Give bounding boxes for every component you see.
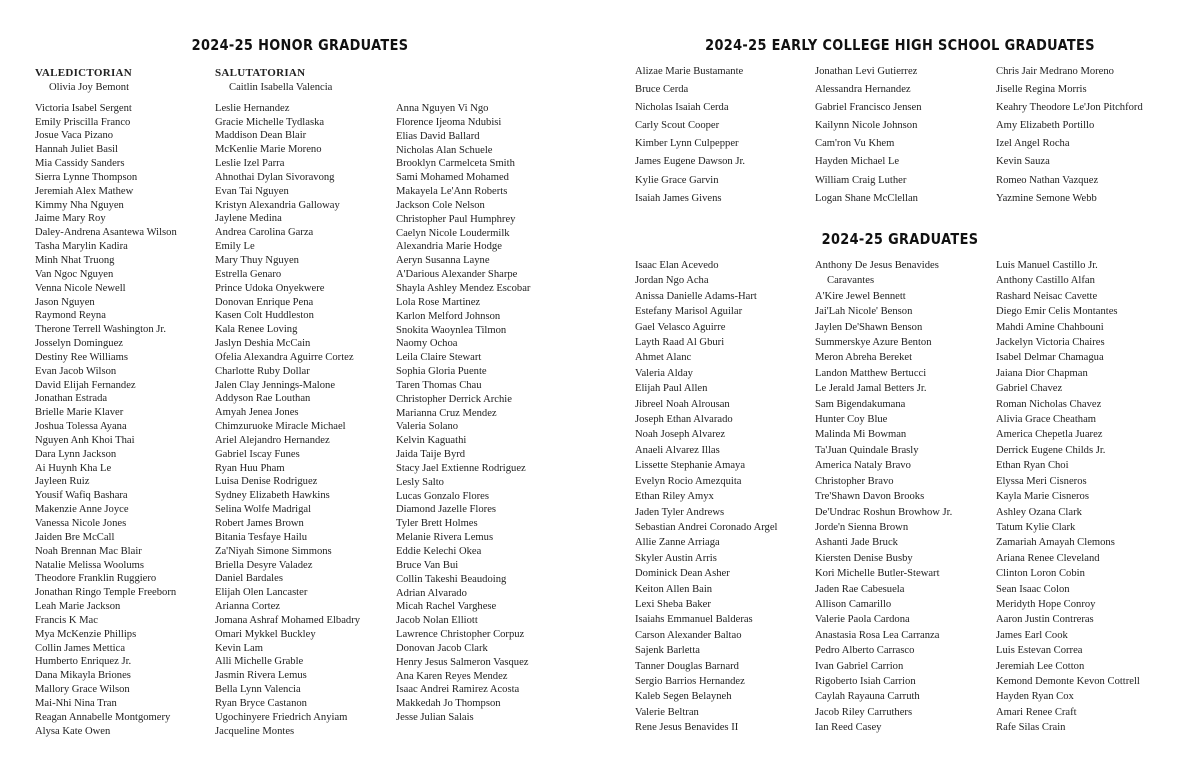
list-item: Florence Ijeoma Ndubisi (396, 116, 502, 128)
list-item: Naomy Ochoa (396, 338, 458, 350)
list-item: Amari Renee Craft (996, 706, 1077, 718)
list-item: Jalen Clay Jennings-Malone (215, 379, 336, 391)
list-item: Makayela Le'Ann Roberts (396, 186, 508, 198)
list-item: Jai'Lah Nicole' Benson (815, 306, 913, 318)
list-item: Lesly Salto (396, 476, 444, 488)
list-item: Emily Priscilla Franco (35, 116, 131, 128)
list-item: Leah Marie Jackson (35, 601, 121, 613)
list-item: Anthony Castillo Alfan (996, 275, 1095, 287)
list-item: Sergio Barrios Hernandez (635, 675, 745, 687)
list-item: Aaron Justin Contreras (996, 614, 1094, 626)
list-item: Isaiah James Givens (635, 192, 722, 204)
list-item: Jibreel Noah Alrousan (635, 398, 730, 410)
list-item: Kristyn Alexandria Galloway (215, 199, 340, 211)
list-item: Humberto Enriquez Jr. (35, 656, 132, 668)
list-item: Mai-Nhi Nina Tran (35, 697, 117, 709)
list-item: Lexi Sheba Baker (635, 598, 711, 610)
list-item: Sophia Gloria Puente (396, 366, 487, 378)
list-item: Taren Thomas Chau (396, 379, 482, 391)
list-item: Jiselle Regina Morris (996, 84, 1087, 96)
early-college-title: 2024-25 EARLY COLLEGE HIGH SCHOOL GRADUATES (705, 36, 1095, 54)
list-item: Alivia Grace Cheatham (996, 414, 1097, 426)
list-item: Raymond Reyna (35, 310, 106, 322)
list-item: James Earl Cook (996, 629, 1068, 641)
honor-graduates-title: 2024-25 HONOR GRADUATES (191, 36, 409, 54)
list-item: Kala Renee Loving (215, 324, 298, 336)
honor-list-3 (396, 102, 596, 725)
list-item: Sean Isaac Colon (996, 583, 1070, 595)
list-item: Jaden Tyler Andrews (635, 506, 725, 518)
list-item: Malinda Mi Bowman (815, 429, 907, 441)
list-item: Robert James Brown (215, 518, 304, 529)
list-item: Joshua Tolessa Ayana (35, 421, 127, 433)
list-item: Leslie Hernandez (215, 102, 290, 114)
honor-column-1 (35, 67, 213, 739)
list-item: Victoria Isabel Sergent (35, 102, 132, 114)
list-item: Anaeli Alvarez Illas (635, 444, 720, 456)
list-item: Hayden Michael Le (815, 156, 900, 168)
list-item: Nicholas Alan Schuele (396, 144, 493, 156)
valedictorian-label: VALEDICTORIAN (35, 67, 133, 79)
list-item: Mary Thuy Nguyen (215, 254, 299, 266)
list-item: Sami Mohamed Mohamed (396, 172, 509, 184)
list-item: Ana Karen Reyes Mendez (396, 670, 508, 682)
list-item: Kevin Sauza (996, 156, 1050, 168)
honor-list-1 (35, 102, 213, 739)
list-item: Luis Estevan Correa (996, 645, 1083, 657)
list-item: Keiton Allen Bain (635, 583, 713, 595)
list-item: Prince Udoka Onyekwere (215, 282, 325, 294)
list-item: Chris Jair Medrano Moreno (996, 66, 1114, 77)
list-item: Estefany Marisol Aguilar (635, 306, 743, 318)
list-item: Ashanti Jade Bruck (815, 537, 898, 549)
list-item: Za'Niyah Simone Simmons (215, 545, 332, 557)
list-item: Lucas Gonzalo Flores (396, 490, 489, 502)
list-item: Bruce Cerda (635, 84, 689, 96)
honor-list-2 (215, 102, 393, 739)
list-item: Diego Emir Celis Montantes (996, 306, 1118, 318)
list-item: Anissa Danielle Adams-Hart (635, 290, 757, 302)
honor-column-2 (215, 67, 393, 739)
list-item: Karlon Melford Johnson (396, 310, 501, 322)
list-item: Leslie Izel Parra (215, 158, 285, 170)
list-item: Alysa Kate Owen (35, 725, 111, 737)
list-item: Mahdi Amine Chahbouni (996, 321, 1104, 333)
list-item: Christopher Derrick Archie (396, 393, 512, 405)
list-item: Christopher Paul Humphrey (396, 213, 516, 225)
right-page (600, 0, 1200, 776)
list-item: Landon Matthew Bertucci (815, 367, 927, 379)
list-item: Josue Vaca Pizano (35, 130, 114, 142)
list-item: Gael Velasco Aguirre (635, 321, 726, 333)
list-item: Meron Abreha Bereket (815, 352, 913, 364)
list-item: Jacob Nolan Elliott (396, 615, 478, 627)
list-item: Noah Joseph Alvarez (635, 429, 726, 441)
list-item: Jaden Rae Cabesuela (815, 583, 905, 595)
list-item: Jesse Julian Salais (396, 712, 474, 724)
list-item: Sydney Elizabeth Hawkins (215, 490, 330, 502)
list-item: Jorde'n Sienna Brown (815, 521, 909, 533)
list-item: Makkedah Jo Thompson (396, 698, 501, 710)
list-item: Sierra Lynne Thompson (35, 171, 138, 183)
list-item: Collin James Mettica (35, 642, 126, 654)
list-item: Amyah Jenea Jones (215, 407, 299, 419)
list-item: Alessandra Hernandez (815, 84, 911, 96)
list-item: Therone Terrell Washington Jr. (35, 324, 166, 336)
list-item: Jonathan Ringo Temple Freeborn (35, 587, 177, 599)
list-item: Alizae Marie Bustamante (635, 66, 744, 77)
list-item: Lawrence Christopher Corpuz (396, 629, 525, 641)
list-item: Jomana Ashraf Mohamed Elbadry (215, 614, 361, 626)
graduates-title: 2024-25 GRADUATES (821, 230, 979, 248)
list-item: Donovan Enrique Pena (215, 296, 314, 308)
list-item: David Elijah Fernandez (35, 379, 136, 391)
list-item: Amy Elizabeth Portillo (996, 120, 1095, 132)
list-item: Kasen Colt Huddleston (215, 310, 314, 322)
list-item: Ariana Renee Cleveland (996, 552, 1100, 564)
list-item: Stacy Jael Extienne Rodriguez (396, 462, 526, 474)
list-item: Valeria Alday (635, 367, 693, 379)
list-item: Kemond Demonte Kevon Cottrell (996, 675, 1140, 687)
list-item: Rafe Silas Crain (996, 722, 1066, 734)
list-item: Allie Zanne Arriaga (635, 537, 720, 549)
list-item: Elijah Paul Allen (635, 383, 708, 395)
list-item: Sam Bigendakumana (815, 398, 906, 410)
list-item: A'Kire Jewel Bennett (815, 290, 906, 302)
list-item: Jaiana Dior Chapman (996, 367, 1088, 379)
list-item: Adrian Alvarado (396, 587, 467, 599)
list-item: Elias David Ballard (396, 130, 480, 142)
list-item: Isaiahs Emmanuel Balderas (635, 614, 753, 626)
list-item: Yousif Wafiq Bashara (35, 490, 128, 502)
list-item: Romeo Nathan Vazquez (996, 174, 1099, 186)
list-item: Carly Scout Cooper (635, 120, 720, 132)
list-item: Kylie Grace Garvin (635, 174, 719, 186)
list-item: Zamariah Amayah Clemons (996, 537, 1115, 549)
list-item: Arianna Cortez (215, 601, 281, 613)
list-item: Josselyn Dominguez (35, 338, 123, 350)
list-item: Jackelyn Victoria Chaires (996, 337, 1105, 349)
list-item: Lola Rose Martinez (396, 296, 481, 308)
list-item: Tyler Brett Holmes (396, 518, 478, 530)
list-item: Jaime Mary Roy (35, 213, 106, 225)
list-item: Kiersten Denise Busby (815, 552, 913, 564)
list-item: Kimber Lynn Culpepper (635, 138, 739, 150)
list-item: Isaac Elan Acevedo (635, 260, 719, 271)
list-item: Jaylen De'Shawn Benson (815, 321, 923, 333)
list-item: Hunter Coy Blue (815, 414, 888, 426)
list-item: Sajenk Barletta (635, 645, 701, 657)
list-item: Christopher Bravo (815, 475, 894, 487)
list-item: Diamond Jazelle Flores (396, 504, 497, 516)
list-item: Omari Mykkel Buckley (215, 628, 316, 640)
list-item: Derrick Eugene Childs Jr. (996, 444, 1106, 456)
list-item: Summerskye Azure Benton (815, 337, 932, 349)
list-item: Nguyen Anh Khoi Thai (35, 434, 135, 446)
salutatorian-label: SALUTATORIAN (215, 67, 306, 79)
list-item: Hannah Juliet Basil (35, 144, 118, 156)
early-college-column-3 (996, 63, 1196, 208)
list-item: De'Undrac Roshun Browhow Jr. (815, 506, 953, 518)
list-item: Ai Huynh Kha Le (35, 462, 112, 474)
list-item: Gabriel Chavez (996, 383, 1063, 395)
list-item: Pedro Alberto Carrasco (815, 645, 915, 657)
list-item: Jordan Ngo Acha (635, 275, 709, 287)
list-item: Nicholas Isaiah Cerda (635, 102, 729, 114)
list-item: Kori Michelle Butler-Stewart (815, 568, 940, 580)
list-item: Destiny Ree Williams (35, 351, 128, 363)
list-item: Meridyth Hope Conroy (996, 598, 1096, 610)
list-item: Mallory Grace Wilson (35, 684, 130, 696)
list-item: Ryan Bryce Castanon (215, 697, 307, 709)
valedictorian-name: Olivia Joy Bemont (49, 81, 130, 93)
list-item: Carson Alexander Baltao (635, 629, 742, 641)
list-item: Skyler Austin Arris (635, 552, 717, 564)
list-item: Lissette Stephanie Amaya (635, 460, 746, 472)
early-college-column-1 (635, 63, 813, 208)
list-item: Evan Tai Nguyen (215, 185, 289, 197)
list-item: Jasmin Rivera Lemus (215, 670, 307, 682)
list-item: Caylah Rayauna Carruth (815, 691, 920, 703)
list-item: James Eugene Dawson Jr. (635, 156, 746, 168)
list-item: Isabel Delmar Chamagua (996, 352, 1104, 364)
list-item: Anna Nguyen Vi Ngo (396, 103, 489, 114)
list-item: Brooklyn Carmelceta Smith (396, 158, 515, 170)
list-item: Kelvin Kaguathi (396, 435, 467, 447)
list-item: Francis K Mac (35, 614, 98, 626)
list-item: Joseph Ethan Alvarado (635, 414, 733, 426)
list-item: Noah Brennan Mac Blair (35, 545, 142, 557)
list-item: Daley-Andrena Asantewa Wilson (35, 227, 177, 239)
graduates-column-3 (996, 258, 1196, 736)
list-item: Kimmy Nha Nguyen (35, 199, 124, 211)
list-item: Valerie Paola Cardona (815, 614, 910, 626)
list-item: Keahry Theodore Le'Jon Pitchford (996, 102, 1143, 114)
list-item: Natalie Melissa Woolums (35, 559, 144, 571)
list-item: Makenzie Anne Joyce (35, 504, 129, 516)
list-item: Gabriel Iscay Funes (215, 448, 300, 460)
list-item: Jaylene Medina (215, 213, 282, 225)
list-item: Aeryn Susanna Layne (396, 255, 490, 267)
list-item: Jackson Cole Nelson (396, 199, 485, 211)
list-item: Snokita Waoynlea Tilmon (396, 324, 507, 336)
list-item: Charlotte Ruby Dollar (215, 365, 310, 377)
list-item: Jeremiah Alex Mathew (35, 185, 134, 197)
list-item: Micah Rachel Varghese (396, 601, 497, 613)
list-item: America Nataly Bravo (815, 460, 911, 472)
list-item: Caravantes (827, 275, 875, 287)
list-item: Addyson Rae Louthan (215, 393, 311, 405)
list-item: Mia Cassidy Sanders (35, 158, 125, 170)
list-item: Daniel Bardales (215, 573, 283, 585)
list-item: Rigoberto Isiah Carrion (815, 675, 916, 687)
list-item: Marianna Cruz Mendez (396, 407, 497, 419)
list-item: Venna Nicole Newell (35, 282, 126, 294)
list-item: Bitania Tesfaye Hailu (215, 531, 308, 543)
list-item: Gracie Michelle Tydlaska (215, 116, 325, 128)
list-item: Izel Angel Rocha (996, 138, 1070, 150)
list-item: Chimzuruoke Miracle Michael (215, 421, 346, 433)
list-item: Reagan Annabelle Montgomery (35, 711, 171, 723)
list-item: McKenlie Marie Moreno (215, 144, 322, 156)
list-item: Anthony De Jesus Benavides (815, 260, 939, 271)
list-item: Shayla Ashley Mendez Escobar (396, 282, 531, 294)
list-item: Allison Camarillo (815, 598, 892, 610)
list-item: Ahmet Alanc (635, 352, 692, 364)
list-item: Briella Desyre Valadez (215, 559, 313, 571)
list-item: Luisa Denise Rodriguez (215, 476, 318, 488)
graduates-column-1 (635, 258, 813, 736)
list-item: Mya McKenzie Phillips (35, 628, 137, 640)
list-item: Alli Michelle Grable (215, 656, 304, 668)
list-item: Clinton Loron Cobin (996, 568, 1085, 580)
list-item: Melanie Rivera Lemus (396, 532, 494, 544)
list-item: Ryan Huu Pham (215, 462, 285, 474)
list-item: Kaleb Segen Belayneh (635, 691, 732, 703)
list-item: Ahnothai Dylan Sivoravong (215, 171, 335, 183)
list-item: Estrella Genaro (215, 268, 282, 280)
list-item: Caelyn Nicole Loudermilk (396, 227, 510, 239)
list-item: Jonathan Levi Gutierrez (815, 66, 918, 77)
list-item: Ivan Gabriel Carrion (815, 660, 904, 672)
list-item: Jacqueline Montes (215, 725, 295, 737)
list-item: Hayden Ryan Cox (996, 691, 1074, 703)
list-item: Jacob Riley Carruthers (815, 706, 913, 718)
list-item: Minh Nhat Truong (35, 254, 115, 266)
list-item: Anastasia Rosa Lea Carranza (815, 629, 940, 641)
list-item: Evan Jacob Wilson (35, 365, 117, 377)
graduates-column-2 (815, 258, 993, 736)
list-item: Ariel Alejandro Hernandez (215, 434, 330, 446)
list-item: Yazmine Semone Webb (996, 192, 1097, 204)
list-item: Andrea Carolina Garza (215, 227, 314, 239)
list-item: Ian Reed Casey (815, 722, 882, 734)
list-item: Rashard Neisac Cavette (996, 290, 1098, 302)
list-item: Elijah Olen Lancaster (215, 587, 308, 599)
list-item: Jaida Taije Byrd (396, 449, 466, 461)
list-item: Cam'ron Vu Khem (815, 138, 895, 150)
list-item: Van Ngoc Nguyen (35, 268, 114, 280)
list-item: Le Jerald Jamal Betters Jr. (815, 383, 927, 395)
list-item: Jayleen Ruiz (35, 476, 90, 488)
list-item: Gabriel Francisco Jensen (815, 102, 922, 114)
list-item: Elyssa Meri Cisneros (996, 475, 1087, 487)
list-item: Kailynn Nicole Johnson (815, 120, 918, 132)
list-item: Evelyn Rocio Amezquita (635, 475, 742, 487)
list-item: America Chepetla Juarez (996, 429, 1103, 441)
early-college-column-2 (815, 63, 993, 208)
list-item: Ethan Ryan Choi (996, 460, 1069, 472)
list-item: Jonathan Estrada (35, 393, 108, 405)
list-item: Ofelia Alexandra Aguirre Cortez (215, 351, 354, 363)
list-item: Rene Jesus Benavides II (635, 722, 739, 734)
salutatorian-name: Caitlin Isabella Valencia (229, 81, 333, 93)
list-item: Luis Manuel Castillo Jr. (996, 260, 1098, 271)
list-item: Donovan Jacob Clark (396, 642, 488, 654)
list-item: Maddison Dean Blair (215, 130, 307, 142)
list-item: Collin Takeshi Beaudoing (396, 573, 507, 585)
list-item: Bella Lynn Valencia (215, 684, 301, 696)
list-item: Theodore Franklin Ruggiero (35, 573, 157, 585)
list-item: Dominick Dean Asher (635, 568, 730, 580)
list-item: A'Darious Alexander Sharpe (396, 269, 518, 281)
list-item: Eddie Kelechi Okea (396, 546, 482, 557)
list-item: Valeria Solano (396, 421, 459, 433)
list-item: Emily Le (215, 241, 255, 253)
list-item: Logan Shane McClellan (815, 192, 918, 204)
list-item: Isaac Andrei Ramirez Acosta (396, 684, 520, 696)
list-item: Selina Wolfe Madrigal (215, 504, 312, 516)
list-item: Bruce Van Bui (396, 559, 459, 571)
list-item: Jeremiah Lee Cotton (996, 660, 1085, 672)
list-item: Kevin Lam (215, 642, 263, 654)
list-item: Jaiden Bre McCall (35, 531, 115, 543)
list-item: Kayla Marie Cisneros (996, 491, 1089, 503)
list-item: Henry Jesus Salmeron Vasquez (396, 656, 529, 668)
list-item: Jason Nguyen (35, 296, 95, 308)
list-item: Ugochinyere Friedrich Anyiam (215, 711, 348, 723)
list-item: Sebastian Andrei Coronado Argel (635, 521, 778, 533)
list-item: Tasha Marylin Kadira (35, 241, 128, 253)
list-item: Vanessa Nicole Jones (35, 518, 127, 529)
list-item: Tre'Shawn Davon Brooks (815, 491, 925, 503)
list-item: William Craig Luther (815, 174, 907, 186)
list-item: Layth Raad Al Gburi (635, 337, 725, 349)
list-item: Ashley Ozana Clark (996, 506, 1082, 518)
list-item: Brielle Marie Klaver (35, 407, 124, 419)
honor-column-3 (396, 102, 596, 725)
list-item: Ta'Juan Quindale Brasly (815, 444, 919, 456)
list-item: Dana Mikayla Briones (35, 670, 131, 682)
list-item: Jaslyn Deshia McCain (215, 338, 311, 350)
list-item: Tatum Kylie Clark (996, 521, 1076, 533)
list-item: Tanner Douglas Barnard (635, 660, 739, 672)
list-item: Alexandria Marie Hodge (396, 241, 502, 253)
list-item: Ethan Riley Amyx (635, 491, 714, 503)
list-item: Dara Lynn Jackson (35, 448, 117, 460)
list-item: Leila Claire Stewart (396, 352, 482, 364)
list-item: Roman Nicholas Chavez (996, 398, 1102, 410)
list-item: Valerie Beltran (635, 706, 699, 718)
